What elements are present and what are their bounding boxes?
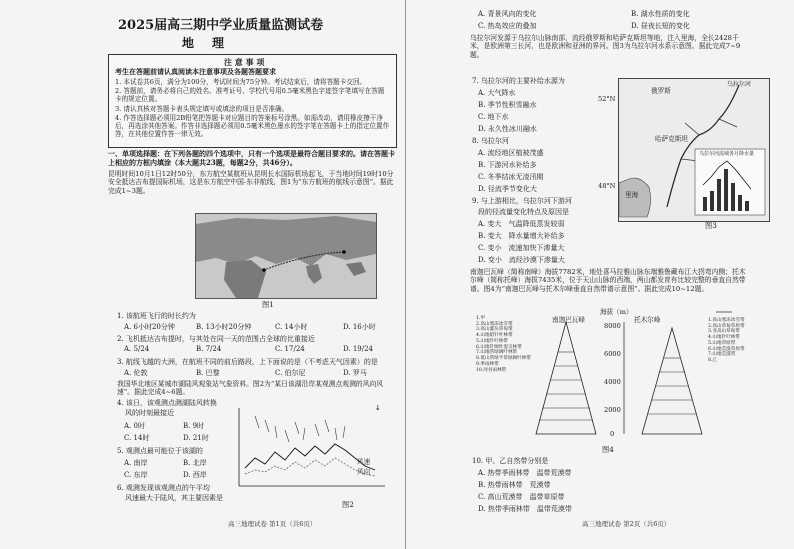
route-map-icon bbox=[196, 214, 376, 298]
q2-option-a: A. 5/24 bbox=[124, 345, 150, 353]
q4-option-c: C. 14时 bbox=[124, 434, 150, 442]
question-5: 5. 观测点最可能位于该湖的 bbox=[117, 447, 203, 455]
question-9: 9. 与上游相比，乌拉尔河下游河 bbox=[472, 197, 572, 205]
q1-option-a: A. 6小时20分钟 bbox=[124, 323, 175, 331]
q3-option-d: D. 罗马 bbox=[343, 369, 367, 377]
q2-option-c: C. 17/24 bbox=[275, 345, 305, 353]
fig4-left-legend-4: 4.山地暗针叶林带 bbox=[476, 333, 513, 339]
q9-option-d: D. 变小 流经沙漠下渗量大 bbox=[478, 256, 565, 264]
wind-chart-icon bbox=[225, 398, 393, 498]
river-map-icon bbox=[619, 79, 769, 221]
fig4-right-legend-1: 1.高山寒冻冰雪带 bbox=[708, 318, 745, 323]
q3-option-c: C. 伯尔尼 bbox=[275, 369, 306, 377]
figure-2-chart bbox=[225, 398, 393, 498]
left-page-footer: 高三地理试卷 第1页（共6页） bbox=[228, 520, 317, 528]
figure-1-caption: 图1 bbox=[262, 300, 274, 309]
exam-subject: 地 理 bbox=[182, 36, 228, 50]
q6-option-a: A. 背景风向的变化 bbox=[478, 10, 537, 18]
fig3-label-kazakhstan: 哈萨克斯坦 bbox=[655, 135, 688, 143]
question-9-cont: 段的径流量变化特点及原因是 bbox=[478, 208, 569, 216]
notice-item-3: 3. 请认真核对答题卡表头规定填写或填涂的项目是否准确。 bbox=[115, 105, 289, 113]
fig3-label-russia: 俄罗斯 bbox=[651, 87, 671, 95]
q8-option-d: D. 径流季节变化大 bbox=[478, 185, 537, 193]
q9-option-b: B. 变大 降水量增大补给多 bbox=[478, 232, 565, 240]
q9-option-a: A. 变大 气温降低蒸发较弱 bbox=[478, 220, 565, 228]
q1-option-c: C. 14小时 bbox=[275, 323, 308, 331]
q3-option-b: B. 巴黎 bbox=[196, 369, 220, 377]
fig4-right-legend-8: 8.乙 bbox=[708, 358, 717, 364]
question-3: 3. 航线飞越的大洲，在航班不同的前后路段，上下面说的是（不考虑天气因素）的是 bbox=[117, 358, 378, 366]
fig3-inset-title: 乌拉尔河流域各月降水量 bbox=[699, 151, 755, 157]
page-divider bbox=[405, 0, 406, 549]
notice-box bbox=[108, 54, 397, 148]
q7-option-c: C. 地下水 bbox=[478, 113, 509, 121]
q1-option-b: B. 13小时20分钟 bbox=[196, 323, 252, 331]
fig4-axis-4000: 4000 bbox=[604, 378, 621, 386]
q4-option-b: B. 9时 bbox=[183, 422, 205, 430]
question-10: 10. 甲、乙自然带分别是 bbox=[472, 457, 549, 465]
q6-option-c: C. 热岛效应的叠加 bbox=[478, 22, 537, 30]
q6-option-d: D. 昼夜长短的变化 bbox=[631, 22, 690, 30]
section-title: 一、单项选择题：在下列各题的四个选项中，只有一个选项是最符合题目要求的。请在答题卡上相应的方框内填涂（本大题共23题，每题2分，共46分）。 bbox=[108, 149, 395, 167]
q10-option-a: A. 热带季雨林带 温带荒漠带 bbox=[478, 469, 572, 477]
figure-4-caption: 图4 bbox=[602, 445, 614, 454]
fig4-axis-title: 海拔（m） bbox=[600, 308, 633, 316]
fig4-left-legend-10: 10.河谷雨林带 bbox=[476, 367, 507, 373]
q10-option-b: B. 热带雨林带 荒漠带 bbox=[478, 481, 551, 489]
q2-option-b: B. 7/24 bbox=[196, 345, 222, 353]
fig4-right-legend-6: 6.山地荒漠草原带 bbox=[708, 346, 745, 352]
figure-3-map bbox=[618, 78, 770, 222]
fig4-right-title: 托木尔峰 bbox=[634, 316, 661, 324]
fig3-lat-52: 52°N bbox=[598, 95, 616, 103]
q8-option-c: C. 冬季结冰无凌汛期 bbox=[478, 173, 544, 181]
q10-option-c: C. 高山荒漠带 温带草原带 bbox=[478, 493, 565, 501]
fig3-label-ural-river: 乌拉尔河 bbox=[727, 81, 752, 88]
q2-option-d: D. 19/24 bbox=[343, 345, 373, 353]
fig4-left-legend-9: 9.季雨林带 bbox=[476, 361, 499, 367]
fig4-axis-6000: 6000 bbox=[604, 350, 621, 358]
notice-item-1: 1. 本试卷共6页，满分为100分，考试时间为75分钟。考试结束后，请将答题卡交回。 bbox=[115, 78, 367, 86]
q4-option-d: D. 21时 bbox=[183, 434, 209, 442]
notice-item-4: 4. 作答选择题必须用2B铅笔把答题卡对应题目的答案标号涂黑。如需改动，请用橡皮擦干净后，再选涂其他答案。作答非选择题必须用0.5毫米黑色墨水的签字笔在答题卡上的指定位置作答，在其他位置作答一律无效。 bbox=[115, 114, 390, 139]
fig4-left-legend bbox=[476, 316, 540, 373]
fig4-left-title: 南迦巴瓦峰 bbox=[552, 316, 585, 324]
q5-option-a: A. 南岸 bbox=[124, 459, 148, 467]
intro-1: 昆明时间10月1日12时50分，东方航空某航班从昆明长水国际机场起飞，于当地时间19时10分安全抵达吉布提国际机场，这是东方航空中国-东非航线，图1为“东方航班的航线示意图”。据此完成1~3题。 bbox=[108, 170, 394, 195]
fig3-lat-48: 48°N bbox=[598, 182, 616, 190]
fig4-axis-8000: 8000 bbox=[604, 322, 621, 330]
fig3-label-caspian: 里海 bbox=[625, 191, 639, 199]
exam-title: 2025届高三期中学业质量监测试卷 bbox=[118, 18, 324, 33]
q7-option-d: D. 永久性冰川融水 bbox=[478, 125, 537, 133]
svg-text:↓: ↓ bbox=[375, 404, 381, 412]
question-6: 6. 观测发现该观测点的午平均 bbox=[117, 484, 210, 492]
q7-option-b: B. 季节性积雪融水 bbox=[478, 101, 537, 109]
q10-option-d: D. 热带季雨林带 温带荒漠带 bbox=[478, 505, 572, 513]
intro-4: 南迦巴瓦峰（简称南峰）海拔7782米，地处喜马拉雅山脉东端雅鲁藏布江大拐弯内侧；托木尔峰（简称托峰）海拔7435米，位于天山山脉的西端，两山都发育有比较完整的垂直自然带谱。图4为“南迦巴瓦峰与托木尔峰垂直自然带谱示意图”。据此完成10~12题。 bbox=[470, 268, 746, 293]
fig4-right-legend bbox=[708, 318, 768, 364]
question-6-cont: 风速最大于陆风，其主要因素是 bbox=[125, 494, 223, 502]
fig4-axis-0: 0 bbox=[610, 430, 615, 438]
q4-option-a: A. 0时 bbox=[124, 422, 145, 430]
fig4-left-legend-1: 1.甲 bbox=[476, 316, 485, 321]
q7-option-a: A. 大气降水 bbox=[478, 89, 516, 97]
figure-3-caption: 图3 bbox=[705, 221, 717, 230]
intro-3: 乌拉尔河发源于乌拉尔山脉南部，流经俄罗斯和哈萨克斯坦等地，注入里海，全长2428千米，是欧洲第三长河，也是欧洲和亚洲的界河。图3为乌拉尔河水系示意图。据此完成7~9题。 bbox=[470, 34, 741, 59]
figure-2-legend-speed: 风速 bbox=[357, 458, 371, 466]
q5-option-d: D. 西岸 bbox=[183, 471, 207, 479]
figure-4-diagram bbox=[476, 308, 768, 443]
question-2: 2. 飞机抵达吉布提时，与其处在同一天的范围占全球的比重接近 bbox=[117, 335, 315, 343]
q5-option-c: C. 东岸 bbox=[124, 471, 148, 479]
q5-option-b: B. 北岸 bbox=[183, 459, 207, 467]
notice-title: 注 意 事 项 bbox=[224, 57, 265, 67]
question-8: 8. 乌拉尔河 bbox=[472, 137, 509, 145]
right-page-footer: 高三地理试卷 第2页（共6页） bbox=[582, 520, 671, 528]
fig4-right-legend-3: 3.亚高山草甸带 bbox=[708, 329, 740, 335]
q3-option-a: A. 伦敦 bbox=[124, 369, 148, 377]
q1-option-d: D. 16小时 bbox=[343, 323, 376, 331]
fig4-left-legend-7: 7.山地常绿阔叶林带 bbox=[476, 350, 518, 356]
fig4-left-legend-2: 2.高山寒冻冰雪带 bbox=[476, 321, 513, 327]
figure-2-caption: 图2 bbox=[342, 500, 354, 509]
intro-2: 我国华北地区某城市湖陆风观象站气象资料。图2为“某日该湖沿岸某观测点观测的风向风速”。据此完成4~6题。 bbox=[117, 380, 384, 397]
question-7: 7. 乌拉尔河的主要补给水源为 bbox=[472, 77, 565, 85]
notice-lead: 考生在答题前请认真阅读本注意事项及各题答题要求 bbox=[115, 67, 276, 76]
figure-1-map bbox=[195, 213, 377, 299]
fig4-right-legend-7: 7.山地荒漠带 bbox=[708, 352, 736, 358]
question-4: 4. 该日，该观测点测湖陆风转换 bbox=[117, 399, 217, 407]
fig4-left-legend-5: 5.山地针叶林带 bbox=[476, 338, 508, 344]
q8-option-b: B. 下游河水补给多 bbox=[478, 161, 537, 169]
question-4-cont: 风的时刻最接近 bbox=[125, 409, 174, 417]
fig4-right-legend-4: 4.山地针叶林带 bbox=[708, 335, 740, 341]
fig4-right-legend-5: 5.山地草原带 bbox=[708, 340, 736, 346]
notice-item-2: 2. 答题前，请务必将自己的姓名、准考证号、学校代号用0.5毫米黑色字迹签字笔填写在答题卡的规定位置。 bbox=[115, 87, 385, 104]
fig4-left-legend-6: 6.山地针阔叶混交林带 bbox=[476, 344, 522, 350]
q8-option-a: A. 流经地区植被茂盛 bbox=[478, 149, 544, 157]
fig4-left-legend-8: 8.低山常绿半常绿阔叶林带 bbox=[476, 356, 531, 362]
q9-option-c: C. 变小 流速加快下渗量大 bbox=[478, 244, 565, 252]
fig4-axis-2000: 2000 bbox=[604, 406, 621, 414]
question-1: 1. 该航班飞行的时长约为 bbox=[117, 312, 196, 320]
q6-option-b: B. 湖水性质的变化 bbox=[631, 10, 690, 18]
fig4-right-legend-2: 2.高山草甸草原带 bbox=[708, 323, 745, 329]
figure-2-legend-direction: 风向 bbox=[357, 468, 371, 476]
fig4-left-legend-3: 3.高山灌丛草甸带 bbox=[476, 327, 513, 333]
